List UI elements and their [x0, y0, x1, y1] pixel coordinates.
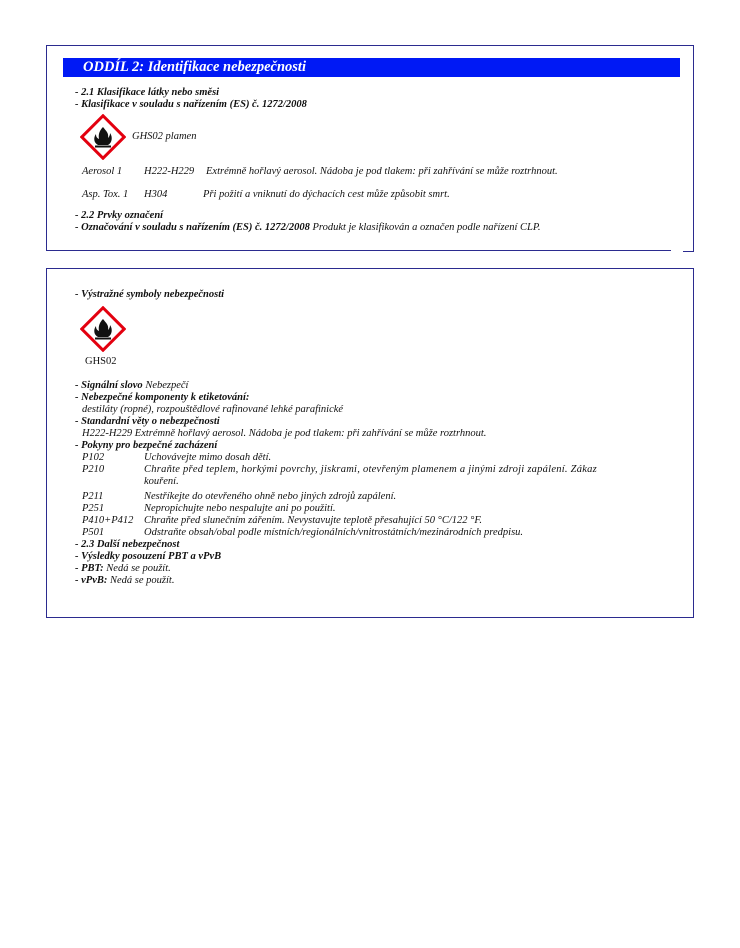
labelling-title: - Označování v souladu s nařízením (ES) č. 1272/2008 — [75, 222, 310, 233]
precaution-code: P410+P412 — [82, 515, 134, 526]
hazard-symbols-title: - Výstražné symboly nebezpečnosti — [75, 289, 225, 300]
precaution-text-continued: kouření. — [144, 476, 179, 487]
precaution-code: P251 — [82, 503, 105, 514]
vpvb-title: - vPvB: — [75, 575, 108, 586]
precaution-code: P210 — [82, 464, 105, 475]
subsection-2-1-title: - 2.1 Klasifikace látky nebo směsi — [75, 87, 220, 98]
vpvb-value: Nedá se použít. — [107, 575, 175, 586]
ghs02-flame-icon — [80, 306, 126, 352]
ghs02-caption: GHS02 plamen — [132, 131, 197, 142]
pbt-value: Nedá se použít. — [103, 563, 171, 574]
pbt-title: - PBT: — [75, 563, 104, 574]
hazard-statements-title: - Standardní věty o nebezpečnosti — [75, 416, 220, 427]
classification-row-text: Při požití a vniknutí do dýchacích cest může způsobit smrt. — [203, 189, 450, 200]
other-hazards-title: - 2.3 Další nebezpečnost — [75, 539, 180, 550]
section-header: ODDÍL 2: Identifikace nebezpečnosti — [63, 58, 680, 77]
labelling-text: Produkt je klasifikován a označen podle nařízení CLP. — [309, 222, 541, 233]
precaution-text: Odstraňte obsah/obal podle místních/regionálních/vnitrostátních/mezinárodních predpisu. — [144, 527, 524, 538]
precaution-code: P211 — [82, 491, 104, 502]
classification-row-code: H304 — [144, 189, 168, 200]
classification-row-text: Extrémně hořlavý aerosol. Nádoba je pod tlakem: při zahřívání se může roztrhnout. — [206, 166, 558, 177]
signal-word-line — [75, 380, 188, 392]
ghs02-flame-icon — [80, 114, 126, 160]
labelling-line — [75, 222, 541, 234]
section2-box-bottom-border — [46, 250, 671, 251]
precaution-code: P102 — [82, 452, 105, 463]
precaution-text: Nestříkejte do otevřeného ohně nebo jiných zdrojů zapálení. — [144, 491, 397, 502]
signal-word-value: Nebezpečí — [142, 380, 189, 391]
precautions-title: - Pokyny pro bezpečné zacházení — [75, 440, 218, 451]
classification-title: - Klasifikace v souladu s nařízením (ES) č. 1272/2008 — [75, 99, 307, 110]
components-title: - Nebezpečné komponenty k etiketování: — [75, 392, 250, 403]
precaution-text: Chraňte před slunečním zářením. Nevystavujte teplotě přesahující 50 °C/122 °F. — [144, 515, 483, 526]
classification-row-class: Aerosol 1 — [82, 166, 123, 177]
classification-row-class: Asp. Tox. 1 — [82, 189, 129, 200]
classification-row-code: H222-H229 — [144, 166, 195, 177]
ghs02-code: GHS02 — [85, 356, 117, 367]
pbt-line — [75, 563, 171, 575]
section2-box-corner — [683, 244, 694, 252]
signal-word-title: - Signální slovo — [75, 380, 143, 391]
precaution-text: Nepropichujte nebo nespalujte ani po použití. — [144, 503, 336, 514]
precaution-text: Uchovávejte mimo dosah dětí. — [144, 452, 272, 463]
precaution-text: Chraňte před teplem, horkými povrchy, jiskrami, otevřeným plamenem a jinými zdroji zapálení. Zákaz — [144, 464, 597, 475]
vpvb-line — [75, 575, 174, 587]
hazard-statements-value: H222-H229 Extrémně hořlavý aerosol. Nádoba je pod tlakem: při zahřívání se může roztrhnout. — [82, 428, 487, 439]
precaution-code: P501 — [82, 527, 105, 538]
subsection-2-2-title: - 2.2 Prvky označení — [75, 210, 164, 221]
components-value: destiláty (ropné), rozpouštědlové rafinované lehké parafinické — [82, 404, 344, 415]
pbt-results-title: - Výsledky posouzení PBT a vPvB — [75, 551, 222, 562]
